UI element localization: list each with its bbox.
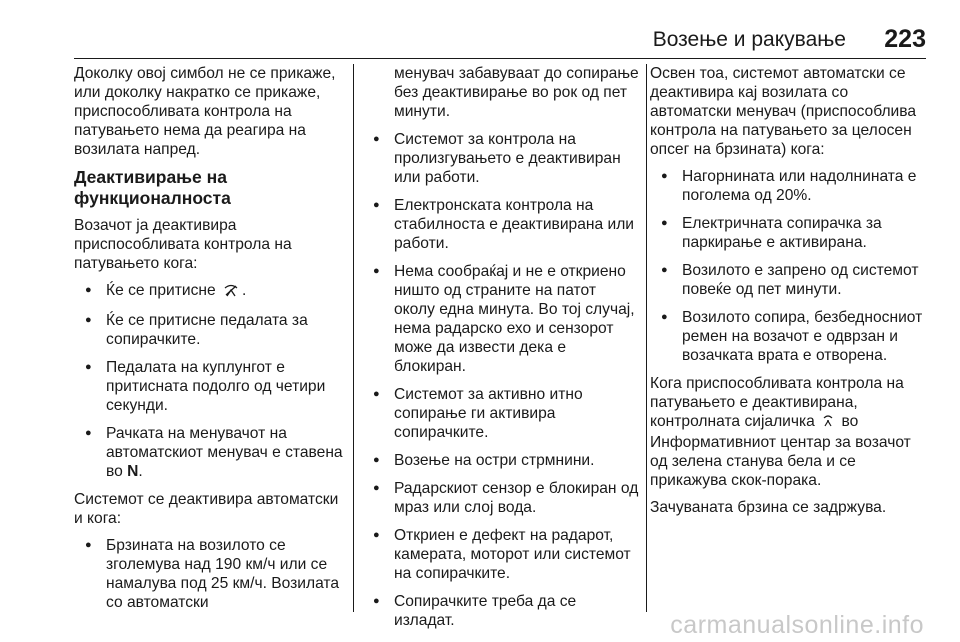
cruise-cancel-icon: [223, 283, 239, 302]
intro-paragraph: Освен тоа, системот автоматски се деактивира кај возилата со автоматски менувач (приспособлива контрола на патувањето за целосен опсег на брзината) кога:: [650, 65, 917, 158]
list-item: ● Нагорнината или надолнината е поголема од 20%.: [650, 167, 928, 205]
column-divider: [353, 64, 354, 612]
list-item: ● Откриен е дефект на радарот, камерата, моторот или системот на сопирачките.: [362, 526, 640, 583]
column-divider: [646, 64, 647, 612]
speed-retained-paragraph: Зачуваната брзина се задржува.: [650, 499, 887, 516]
watermark: carmanualsonline.info: [670, 611, 924, 639]
continued-text: менувач забавуваат до сопирање без деактивирање во рок од пет минути.: [394, 65, 639, 120]
cruise-control-lamp-icon: [822, 414, 834, 433]
section-heading: Деактивирање на функционалноста: [74, 167, 231, 208]
list-item: ● Електронската контрола на стабилноста е деактивирана или работи.: [362, 196, 640, 253]
page-number: 223: [884, 25, 926, 53]
column-1: [74, 64, 344, 621]
list-item: ● Радарскиот сензор е блокиран од мраз или слој вода.: [362, 479, 640, 517]
lead-paragraph-2: Системот се деактивира автоматски и кога:: [74, 491, 339, 527]
list-item: ● Педалата на куплунгот е притисната подолго од четири секунди.: [74, 358, 344, 415]
auto-deactivation-list-cont: [362, 130, 640, 630]
list-item: ● Системот за контрола на пролизгувањето е деактивиран или работи.: [362, 130, 640, 187]
list-item: ● Ќе се притисне .: [74, 281, 344, 302]
lead-paragraph: Возачот ја деактивира приспособливата контрола на патувањето кога:: [74, 217, 292, 272]
list-item: ● Брзината на возилото се зголемува над 190 км/ч или се намалува под 25 км/ч. Возилата со автоматски: [74, 536, 344, 612]
header-title: Возење и ракување: [652, 28, 846, 51]
list-item: ● Системот за активно итно сопирање ги активира сопирачките.: [362, 385, 640, 442]
list-item: ● Возење на остри стрмнини.: [362, 451, 640, 470]
list-item: ● Електричната сопирачка за паркирање е активирана.: [650, 214, 928, 252]
list-item: ● Возилото сопира, безбедносниот ремен на возачот е одврзан и возачката врата е отворена.: [650, 308, 928, 365]
list-item: ● Нема сообраќај и не е откриено ништо од страните на патот околу една минута. Во тој случај, нема радарско ехо и сензорот може да извести дека е блокиран.: [362, 262, 640, 376]
auto-deactivation-list: [74, 536, 344, 612]
list-item: ● Сопирачките треба да се изладат.: [362, 592, 640, 630]
telltale-paragraph: Кога приспособливата контрола на патувањето е деактивирана, контролната сијаличка во Информативниот центар за возачот од зелена станува бела и се прикажува скок-порака.: [650, 375, 911, 489]
column-2: [362, 64, 640, 639]
intro-paragraph: Доколку овој симбол не се прикаже, или доколку накратко се прикаже, приспособливата контрола на патувањето нема да реагира на возилата напред.: [74, 65, 336, 158]
page-header: [74, 22, 926, 59]
deactivation-list: [74, 281, 344, 481]
list-item: ● Возилото е запрено од системот повеќе од пет минути.: [650, 261, 928, 299]
list-item: ● Рачката на менувачот на автоматскиот менувач е ставена во N.: [74, 424, 344, 481]
list-item: ● Ќе се притисне педалата за сопирачките.: [74, 311, 344, 349]
column-3: [650, 64, 928, 525]
automatic-transmission-list: [650, 167, 928, 365]
